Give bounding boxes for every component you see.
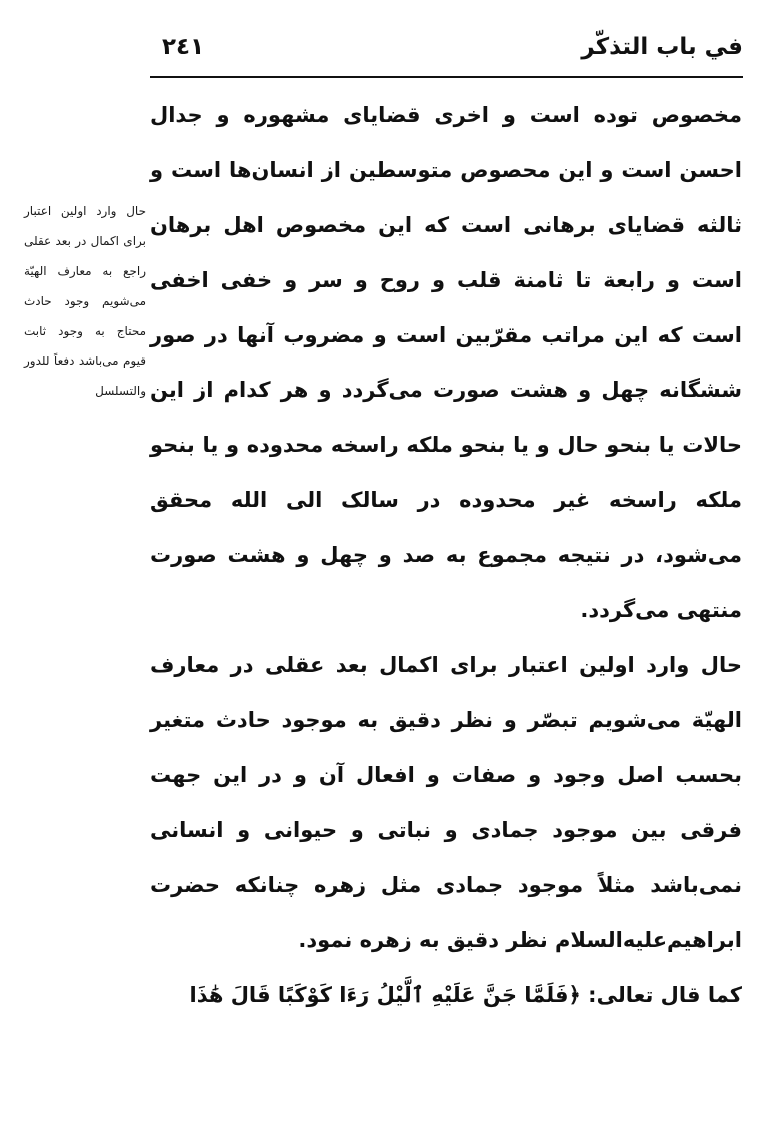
page-number: ٢٤١ [162, 34, 205, 60]
quran-verse: ﴿فَلَمَّا جَنَّ عَلَيْهِ ٱلَّيْلُ رَءَا كَوْكَبًا قَالَ هَٰذَا [189, 983, 581, 1007]
main-text [150, 88, 742, 1023]
running-header [150, 30, 743, 74]
quran-quote-line [150, 968, 742, 1023]
margin-note: حال وارد اولين اعتبار براى اكمال در بعد عقلى راجع به معارف الهيّة مى‌شويم وجود حادث محتاج به وجود ثابت قيوم مى‌باشد دفعاً للدور والتسلسل [24, 204, 146, 398]
chapter-title: في باب التذكّر [581, 34, 743, 60]
header-divider [150, 76, 743, 78]
quote-lead: كما قال تعالى: [580, 983, 742, 1007]
paragraph-2: حال وارد اولين اعتبار براى اكمال بعد عقلى در معارف الهيّة مى‌شويم تبصّر و نظر دقيق به موجود حادث متغير بحسب اصل وجود و صفات و افعال آن و در اين جهت فرقى بين موجود جمادى و نباتى و حيوانى و انسانى نمى‌باشد مثلاً موجود جمادى مثل زهره چنانكه حضرت ابراهيم‌عليه‌السلام نظر دقيق به زهره نمود. [150, 653, 742, 952]
paragraph-1: مخصوص توده است و اخرى قضاياى مشهوره و جدال احسن است و اين محصوص متوسطين از انسان‌ها است و ثالثه قضاياى برهانى است كه اين مخصوص اهل برهان است و رابعة تا ثامنة قلب و روح و سر و خفى اخفى است كه اين مراتب مقرّبين است و مضروب آنها در صور ششگانه چهل و هشت صورت مى‌گردد و هر كدام از اين حالات يا بنحو حال و يا بنحو ملكه راسخه محدوده و يا بنحو ملكه راسخه غير محدوده در سالک الى الله محقق مى‌شود، در نتيجه مجموع به صد و چهل و هشت صورت منتهى مى‌گردد. [150, 103, 742, 622]
